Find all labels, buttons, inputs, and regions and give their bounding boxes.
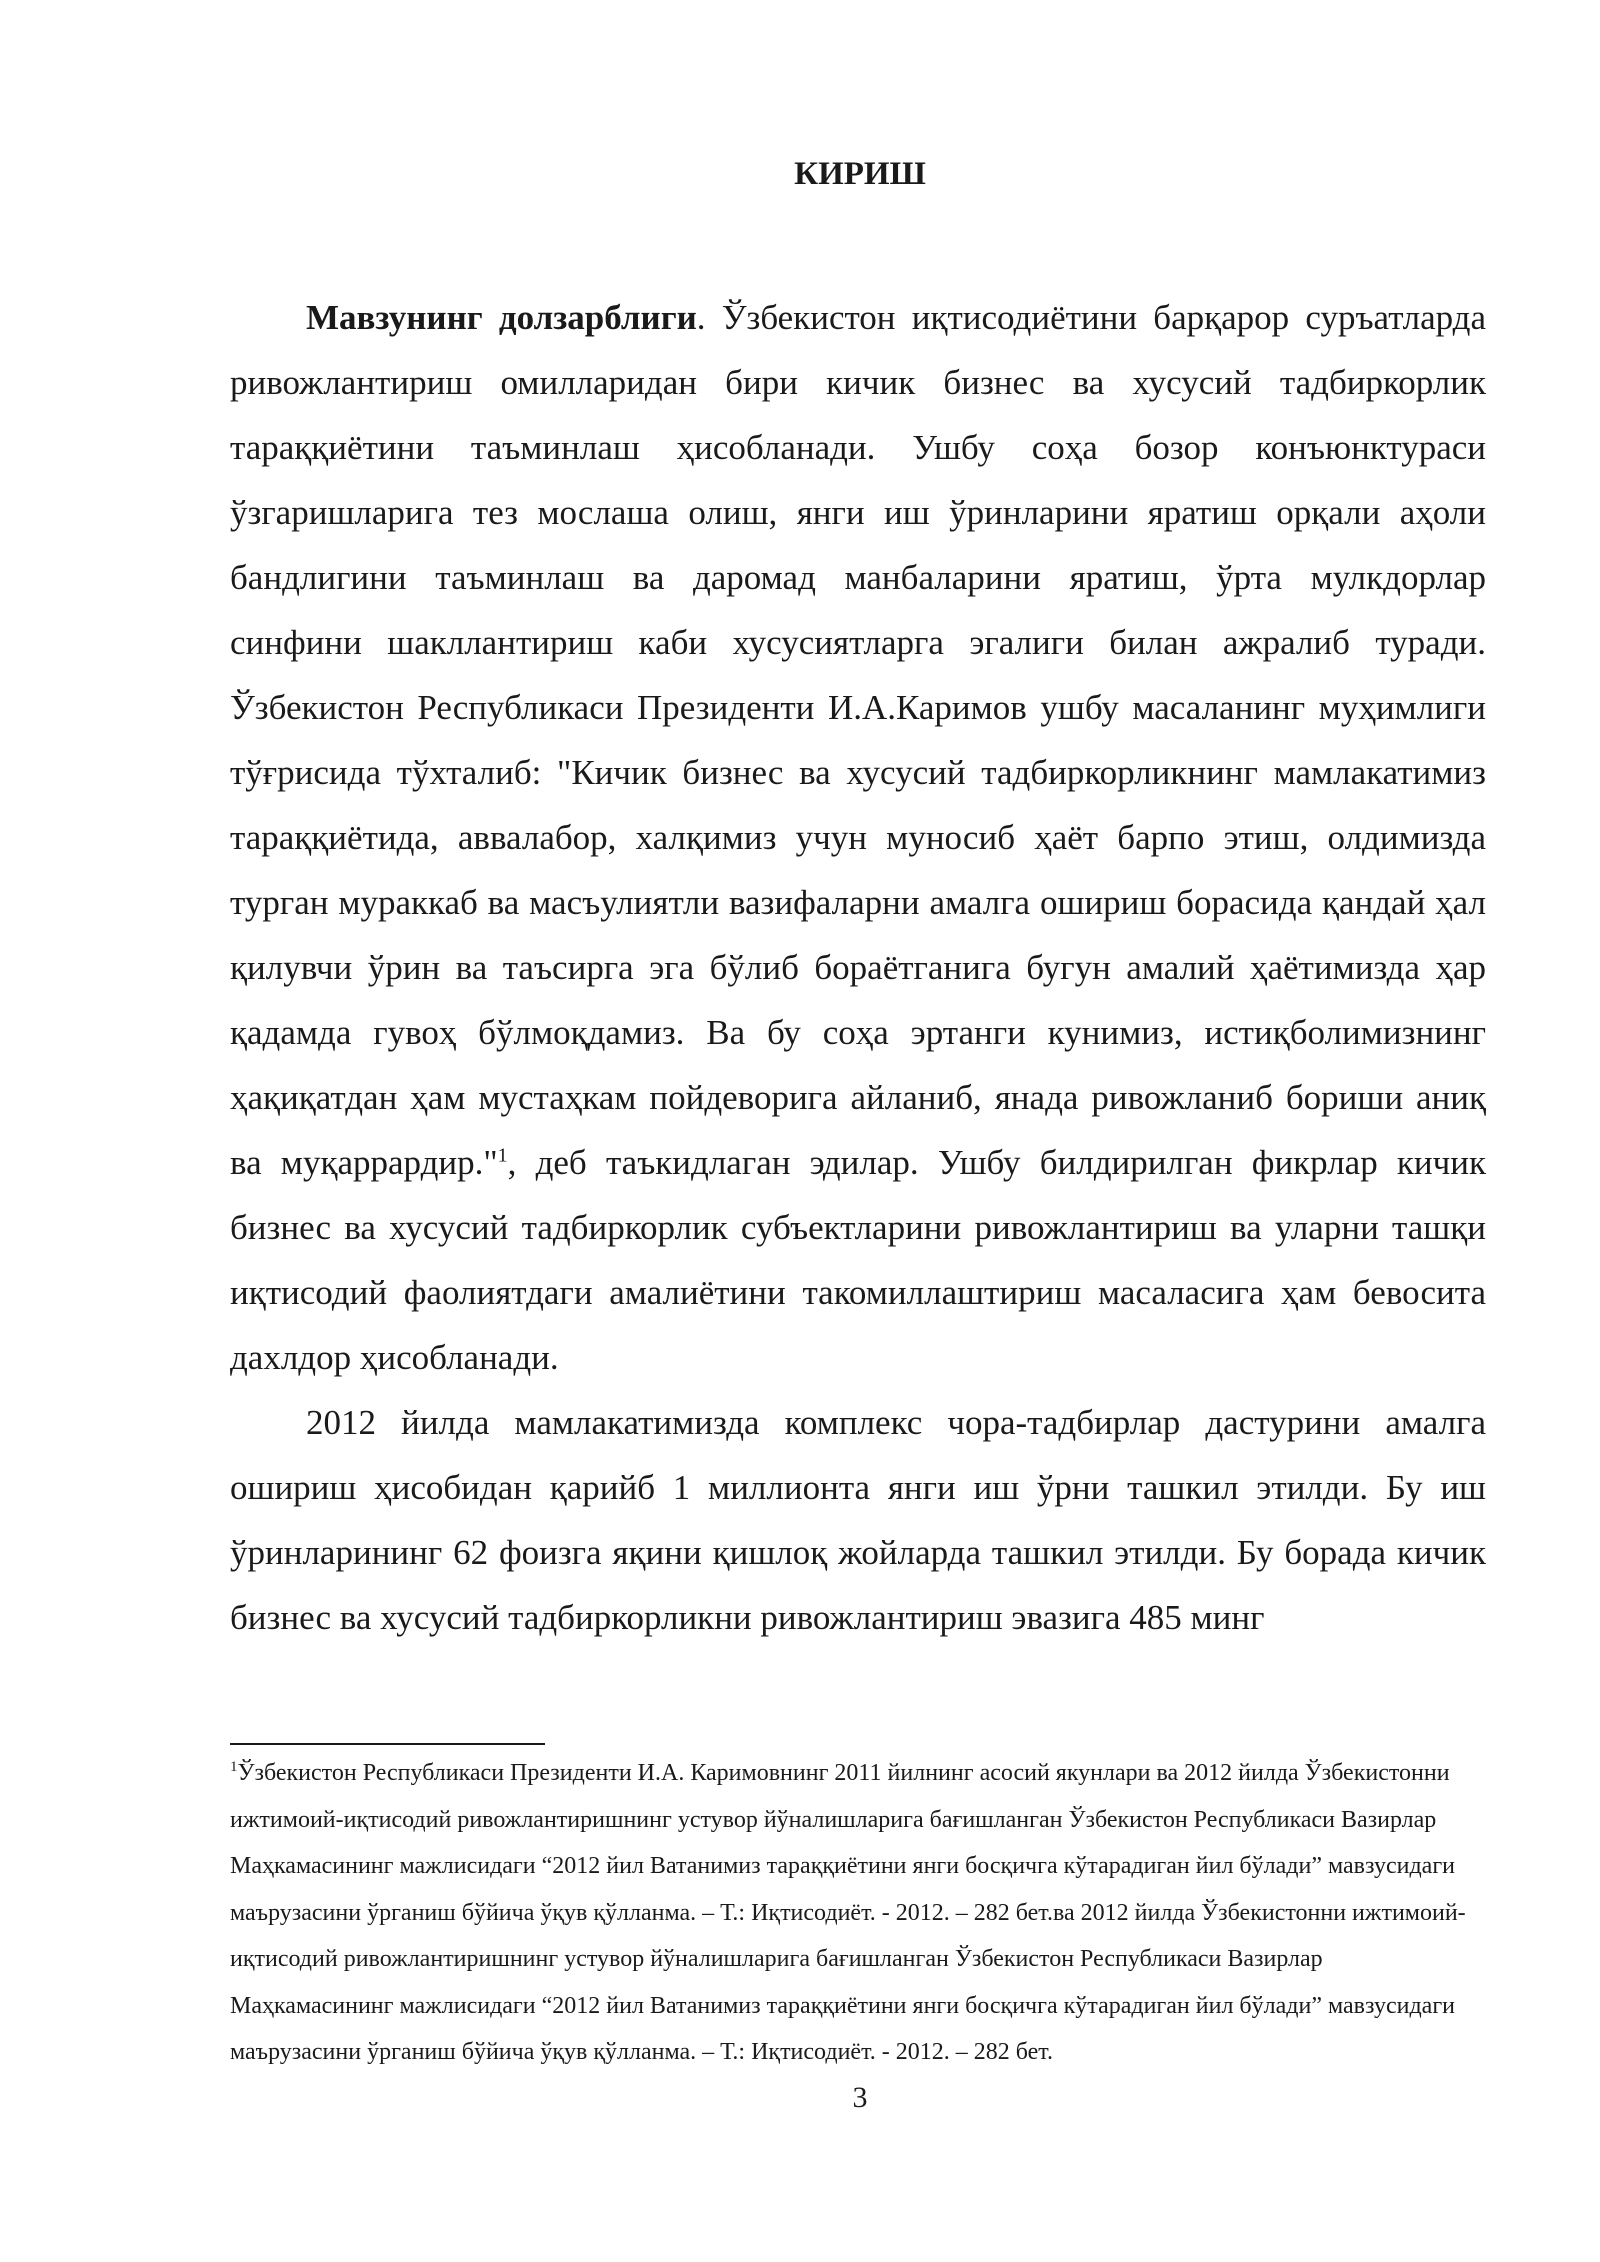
paragraph-text-continued: , деб таъкидлаган эдилар. Ушбу билдирилган фикрлар кичик бизнес ва хусусий тадбиркорлик субъектларини ривожлантириш ва уларни ташқи иқтисодий фаолиятдаги амалиётини такомиллаштириш масаласига ҳам бевосита дахлдор ҳисобланади. [230,1143,1486,1377]
paragraph-text: . Ўзбекистон иқтисодиётини барқарор суръатларда ривожлантириш омилларидан бири кичик бизнес ва хусусий тадбиркорлик тараққиётини таъминлаш ҳисобланади. Ушбу соҳа бозор конъюнктураси ўзгаришларига тез мослаша олиш, янги иш ўринларини яратиш орқали аҳоли бандлигини таъминлаш ва даромад манбаларини яратиш, ўрта мулкдорлар синфини шакллантириш каби хусусиятларга эгалиги билан ажралиб туради. Ўзбекистон Республикаси Президенти И.А.Каримов ушбу масаланинг муҳимлиги тўғрисида тўхталиб: "Кичик бизнес ва хусусий тадбиркорликнинг мамлакатимиз тараққиётида, аввалабор, халқимиз учун муносиб ҳаёт барпо этиш, олдимизда турган мураккаб ва масъулиятли вазифаларни амалга ошириш борасида қандай ҳал қилувчи ўрин ва таъсирга эга бўлиб бораётганига бугун амалий ҳаётимизда ҳар қадамда гувоҳ бўлмоқдамиз. Ва бу соҳа эртанги кунимиз, истиқболимизнинг ҳақиқатдан ҳам мустаҳкам пойдеворига айланиб, янада ривожланиб бориши аниқ ва муқаррардир." [230,298,1486,1182]
footnote-reference: 1 [497,1144,508,1167]
paragraph-relevance [230,285,1486,1390]
footnote-marker: 1 [230,1759,238,1775]
page-number: 3 [852,2081,868,2114]
paragraph-lead: Мавзунинг долзарблиги [306,298,697,337]
body-text [230,285,1486,1650]
footnote-separator [230,1743,545,1745]
footnote-text: Ўзбекистон Республикаси Президенти И.А. Каримовнинг 2011 йилнинг асосий якунлари ва 2012 йилда Ўзбекистонни ижтимоий-иқтисодий ривожлантиришнинг устувор йўналишларига бағишланган Ўзбекистон Республикаси Вазирлар Маҳкамасининг мажлисидаги “2012 йил Ватанимиз тараққиётини янги босқичга кўтарадиган йил бўлади” мавзусидаги маърузасини ўрганиш бўйича ўқув қўлланма. – Т.: Иқтисодиёт. - 2012. – 282 бет.ва 2012 йилда Ўзбекистонни ижтимоий-иқтисодий ривожлантиришнинг устувор йўналишларига бағишланган Ўзбекистон Республикаси Вазирлар Маҳкамасининг мажлисидаги “2012 йил Ватанимиз тараққиётини янги босқичга кўтарадиган йил бўлади” мавзусидаги маърузасини ўрганиш бўйича ўқув қўлланма. – Т.: Иқтисодиёт. - 2012. – 282 бет. [230,1760,1466,2065]
footnote [230,1750,1486,2076]
paragraph-statistics: 2012 йилда мамлакатимизда комплекс чора-тадбирлар дастурини амалга ошириш ҳисобидан қарийб 1 миллионта янги иш ўрни ташкил этилди. Бу иш ўринларининг 62 фоизга яқини қишлоқ жойларда ташкил этилди. Бу борада кичик бизнес ва хусусий тадбиркорликни ривожлантириш эвазига 485 минг [230,1403,1486,1637]
page-title: КИРИШ [794,156,926,192]
